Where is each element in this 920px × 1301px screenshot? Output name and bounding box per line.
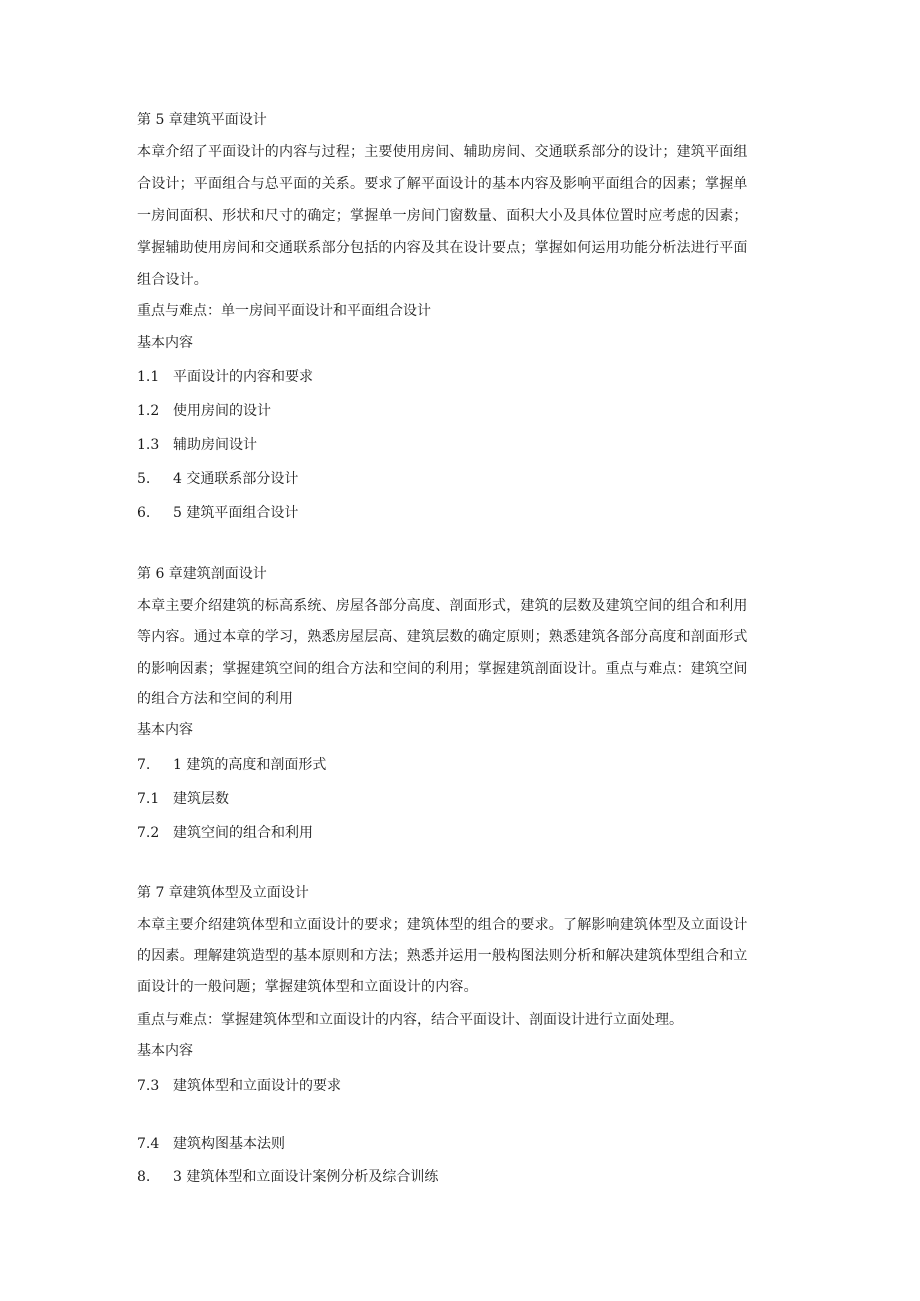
- chapter-7-paragraph-line-1: 本章主要介绍建筑体型和立面设计的要求；建筑体型的组合的要求。了解影响建筑体型及立面设计: [137, 917, 748, 933]
- chapter-5-paragraph-line-3: 一房间面积、形状和尺寸的确定；掌握单一房间门窗数量、面积大小及具体位置时应考虑的因素；: [137, 208, 748, 224]
- chapter-6-heading: 第 6 章建筑剖面设计: [137, 566, 267, 582]
- item-number: 1.3: [137, 437, 160, 453]
- chapter-7-item: [137, 1134, 285, 1154]
- chapter-5-item: [137, 401, 271, 421]
- item-text: 使用房间的设计: [173, 403, 271, 419]
- item-number: 1.1: [137, 369, 160, 385]
- chapter-7-basic-label: 基本内容: [137, 1043, 193, 1059]
- item-number: 1.2: [137, 403, 160, 419]
- item-text: 辅助房间设计: [173, 437, 257, 453]
- item-text: 建筑空间的组合和利用: [173, 825, 313, 841]
- chapter-7-key-points: 重点与难点：掌握建筑体型和立面设计的内容，结合平面设计、剖面设计进行立面处理。: [137, 1012, 683, 1028]
- chapter-7-item: [137, 1076, 341, 1096]
- item-text: 5 建筑平面组合设计: [173, 505, 299, 521]
- chapter-6-item: [137, 789, 229, 809]
- chapter-5-item: [137, 367, 313, 387]
- chapter-5-paragraph-line-5: 组合设计。: [137, 272, 208, 288]
- item-number: 7.2: [137, 825, 160, 841]
- chapter-5-paragraph-line-2: 合设计；平面组合与总平面的关系。要求了解平面设计的基本内容及影响平面组合的因素；掌握单: [137, 176, 748, 192]
- chapter-7-item: [137, 1167, 438, 1187]
- item-number: 7.1: [137, 791, 160, 807]
- chapter-5-heading: 第 5 章建筑平面设计: [137, 112, 267, 128]
- chapter-5-key-points: 重点与难点：单一房间平面设计和平面组合设计: [137, 303, 431, 319]
- chapter-7-heading: 第 7 章建筑体型及立面设计: [137, 885, 309, 901]
- item-number: 7.3: [137, 1078, 160, 1094]
- chapter-6-paragraph-line-1: 本章主要介绍建筑的标高系统、房屋各部分高度、剖面形式，建筑的层数及建筑空间的组合和利用: [137, 598, 748, 614]
- item-number: 7.: [137, 757, 151, 773]
- chapter-5-item: [137, 435, 257, 455]
- item-number: 5.: [137, 471, 151, 487]
- chapter-6-item: [137, 823, 313, 843]
- item-text: 1 建筑的高度和剖面形式: [173, 757, 327, 773]
- chapter-5-paragraph-line-1: 本章介绍了平面设计的内容与过程；主要使用房间、辅助房间、交通联系部分的设计；建筑平面组: [137, 144, 748, 160]
- item-text: 建筑体型和立面设计的要求: [173, 1078, 341, 1094]
- item-text: 4 交通联系部分设计: [173, 471, 299, 487]
- chapter-5-paragraph-line-4: 掌握辅助使用房间和交通联系部分包括的内容及其在设计要点；掌握如何运用功能分析法进行平面: [137, 240, 748, 256]
- chapter-7-paragraph-line-3: 面设计的一般问题；掌握建筑体型和立面设计的内容。: [137, 979, 478, 995]
- chapter-6-basic-label: 基本内容: [137, 722, 193, 738]
- chapter-7-paragraph-line-2: 的因素。理解建筑造型的基本原则和方法；熟悉并运用一般构图法则分析和解决建筑体型组合和立: [137, 948, 748, 964]
- item-text: 平面设计的内容和要求: [173, 369, 313, 385]
- chapter-6-paragraph-line-2: 等内容。通过本章的学习，熟悉房屋层高、建筑层数的确定原则；熟悉建筑各部分高度和剖面形式: [137, 629, 748, 645]
- chapter-5-item: [137, 469, 298, 489]
- item-text: 建筑层数: [173, 791, 229, 807]
- chapter-5-basic-label: 基本内容: [137, 335, 193, 351]
- item-number: 7.4: [137, 1136, 160, 1152]
- item-number: 8.: [137, 1169, 151, 1185]
- chapter-6-item: [137, 755, 326, 775]
- item-text: 3 建筑体型和立面设计案例分析及综合训练: [173, 1169, 439, 1185]
- item-number: 6.: [137, 505, 151, 521]
- item-text: 建筑构图基本法则: [173, 1136, 285, 1152]
- chapter-6-paragraph-line-4: 的组合方法和空间的利用: [137, 691, 294, 707]
- chapter-5-item: [137, 503, 298, 523]
- chapter-6-paragraph-line-3: 的影响因素；掌握建筑空间的组合方法和空间的利用；掌握建筑剖面设计。重点与难点：建筑空间: [137, 661, 748, 677]
